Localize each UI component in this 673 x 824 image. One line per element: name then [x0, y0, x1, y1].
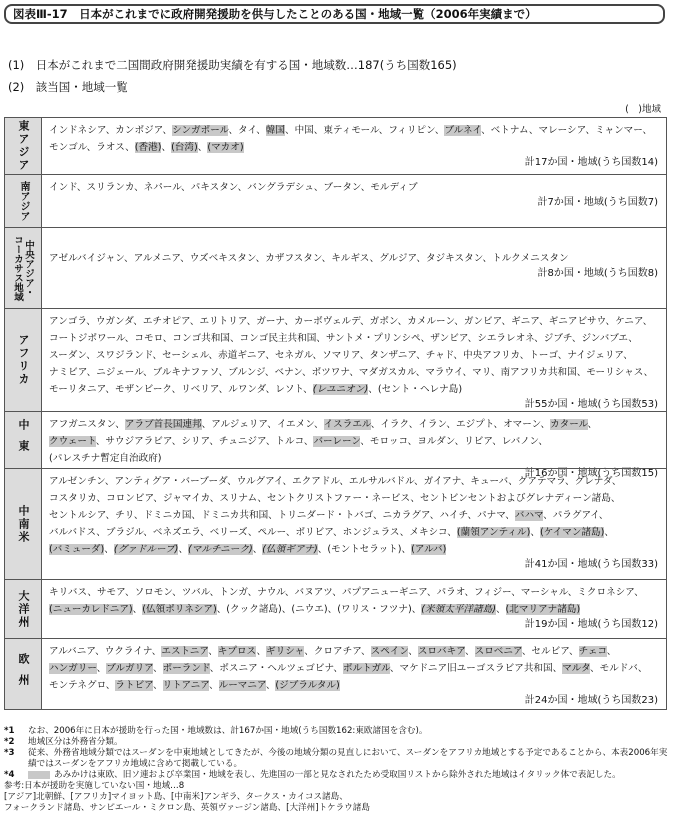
- region-total: 計41か国・地域(うち国数33): [524, 559, 658, 570]
- country-entry: アルバニア、: [49, 646, 105, 657]
- country-entry: ガイアナ、: [423, 476, 471, 487]
- country-entry: 、タイ、: [228, 125, 266, 136]
- country-entry: バハマ: [514, 510, 544, 521]
- country-entry: グアテマラ、: [517, 476, 575, 487]
- country-entry: シリア、: [181, 436, 219, 447]
- country-entry: (パレスチナ暫定自治政府): [49, 453, 162, 464]
- region-row-south-asia: [5, 174, 666, 227]
- country-entry: エストニア: [161, 646, 209, 657]
- country-entry: キプロス: [217, 646, 257, 657]
- country-entry: 南アフリカ共和国、: [500, 367, 587, 378]
- country-entry: ツバル、: [181, 587, 220, 598]
- region-label-line: 中央アジア・: [23, 239, 34, 297]
- region-total: 計17か国・地域(うち国数14): [524, 157, 658, 168]
- footnote: *1 なお、2006年に日本が援助を行った国・地域数は、計167か国・地域(うち国数162:東欧諸国を含む)。: [4, 726, 428, 736]
- country-entry: (香港): [134, 142, 162, 153]
- region-label: 大洋州: [5, 580, 42, 638]
- footnote: *2 地域区分は外務省分類。: [4, 737, 123, 747]
- country-entry: レバノン、: [501, 436, 548, 447]
- country-entry: ナウル、: [257, 587, 295, 598]
- country-entry: 、中国、: [284, 125, 324, 136]
- country-entry: バルバドス、: [49, 527, 106, 538]
- country-entry: レソト、: [275, 384, 313, 395]
- country-entry: ジンバブエ、: [581, 333, 638, 344]
- country-entry: アルメニア、: [133, 253, 190, 264]
- country-entry: セントクリストファー・ネービス、: [267, 493, 420, 504]
- country-entry: ブラジル、: [105, 527, 153, 538]
- country-entry: コートジボワール、: [49, 333, 135, 344]
- country-entry: ナイジェリア、: [567, 350, 633, 361]
- country-entry: アンティグア・バーブーダ、: [114, 476, 237, 487]
- region-total: 計24か国・地域(うち国数23): [524, 695, 658, 706]
- country-entry: クウェート: [49, 436, 96, 447]
- country-entry: ハンガリー: [49, 663, 97, 674]
- country-entry: 、: [153, 680, 163, 691]
- country-entry: (アルバ): [411, 544, 447, 555]
- country-entry: (台湾): [171, 142, 198, 153]
- country-entry: (レユニオン): [312, 384, 369, 395]
- country-list: [49, 473, 660, 558]
- region-total: 計19か国・地域(うち国数12): [524, 619, 658, 630]
- country-entry: トルクメニスタン: [492, 253, 569, 264]
- country-entry: ガボン、: [369, 316, 408, 327]
- country-entry: エジプト、: [455, 419, 504, 430]
- country-entry: ペルー、: [257, 527, 296, 538]
- country-entry: ナミビア、: [49, 367, 97, 378]
- region-label: 中南米: [5, 469, 42, 579]
- country-entry: ホンジュラス、: [342, 527, 410, 538]
- figure-title: 図表Ⅲ-17 日本がこれまでに政府開発援助を供与したことのある国・地域一覧（2006年実績まで）: [4, 4, 665, 24]
- region-row-central-asia: [5, 227, 666, 308]
- country-entry: リビア、: [464, 436, 502, 447]
- country-entry: ケニア、: [615, 316, 653, 327]
- country-entry: ジャマイカ、: [162, 493, 220, 504]
- country-entry: トーゴ、: [529, 350, 568, 361]
- reference-line: [アジア]北朝鮮、[アフリカ]マイヨット島、[中南米]アンギラ、タークス・カイコス諸島、: [4, 792, 348, 802]
- country-entry: シエラレオネ、: [477, 333, 544, 344]
- country-entry: シンガポール: [172, 125, 229, 136]
- country-entry: (ケイマン諸島): [539, 527, 605, 538]
- country-entry: 、: [252, 544, 263, 555]
- country-entry: キルギス、: [331, 253, 380, 264]
- country-entry: (ニウエ)、: [291, 604, 338, 615]
- country-entry: ポーランド: [162, 663, 210, 674]
- country-entry: バーレーン: [313, 436, 361, 447]
- list-heading: (2) 該当国・地域一覧: [8, 80, 128, 94]
- country-entry: 、セルビア、: [521, 646, 579, 657]
- region-row-latin-america: [5, 468, 666, 579]
- country-entry: ギニア、: [511, 316, 549, 327]
- country-entry: タンザニア、: [369, 350, 426, 361]
- country-entry: ニジェール、: [96, 367, 153, 378]
- country-entry: コモロ、: [134, 333, 173, 344]
- country-entry: セネガル、: [274, 350, 323, 361]
- country-entry: (ワリス・フツナ)、: [337, 604, 422, 615]
- country-entry: カーボヴェルデ、: [293, 316, 370, 327]
- country-entry: チュニジア、: [218, 436, 276, 447]
- region-label-line: コーカサス地域: [12, 234, 23, 302]
- country-entry: キューバ、: [470, 476, 518, 487]
- country-entry: 韓国: [265, 125, 285, 136]
- country-entry: ラオス、: [96, 142, 135, 153]
- country-entry: ブルガリア: [106, 663, 154, 674]
- country-entry: マリ、: [472, 367, 501, 378]
- region-row-oceania: [5, 579, 666, 638]
- country-entry: ベリーズ、: [209, 527, 258, 538]
- country-entry: (グァドループ): [113, 544, 179, 555]
- country-entry: 、パラグアイ、: [543, 510, 609, 521]
- country-entry: グレナダ、: [574, 476, 622, 487]
- country-entry: 、イラク、: [370, 419, 419, 430]
- region-label: 南アジア: [5, 175, 42, 227]
- country-entry: ブルンジ、: [228, 367, 275, 378]
- country-entry: エリトリア、: [199, 316, 257, 327]
- country-entry: 、ベトナム、: [481, 125, 539, 136]
- country-entry: (ジブラルタル): [275, 680, 340, 691]
- country-list: [49, 179, 660, 196]
- country-entry: スペイン: [370, 646, 409, 657]
- footnotes: [4, 726, 669, 814]
- country-entry: (マカオ): [207, 142, 244, 153]
- country-entry: ルワンダ、: [228, 384, 276, 395]
- country-entry: チリ、: [115, 510, 144, 521]
- country-entry: モンゴル、: [49, 142, 97, 153]
- country-entry: モーリタニア、: [49, 384, 116, 395]
- country-entry: マルタ: [562, 663, 591, 674]
- country-entry: スロベニア: [474, 646, 522, 657]
- country-entry: エクアドル、: [292, 476, 349, 487]
- country-entry: マーシャル、: [520, 587, 578, 598]
- shading-swatch: [28, 771, 50, 779]
- region-total: 計16か国・地域(うち国数15): [524, 468, 658, 479]
- region-total: 計7か国・地域(うち国数7): [537, 197, 658, 208]
- country-entry: ギニアビサウ、: [548, 316, 616, 327]
- country-entry: コロンビア、: [106, 493, 163, 504]
- country-entry: ジブチ、: [543, 333, 582, 344]
- country-entry: ウクライナ、: [104, 646, 162, 657]
- region-row-europe: [5, 638, 666, 709]
- country-entry: ハイチ、: [439, 510, 478, 521]
- country-entry: 、モルドバ、: [590, 663, 648, 674]
- country-entry: モルディブ: [370, 182, 418, 193]
- country-entry: エルサルバドル、: [348, 476, 424, 487]
- country-entry: (ニューカレドニア): [49, 604, 133, 615]
- country-entry: 中央アフリカ、: [463, 350, 530, 361]
- country-entry: カタール: [550, 419, 588, 430]
- country-entry: ラトビア: [115, 680, 153, 691]
- country-entry: (北マリアナ諸島): [505, 604, 581, 615]
- region-total: 計8か国・地域(うち国数8): [537, 268, 658, 279]
- country-list: [49, 416, 660, 467]
- country-entry: バヌアツ、: [294, 587, 342, 598]
- region-row-middle-east: [5, 411, 666, 479]
- country-entry: 、(クック諸島)、: [216, 604, 292, 615]
- country-entry: 東ティモール、: [323, 125, 389, 136]
- country-entry: 、: [465, 646, 475, 657]
- country-entry: 、: [256, 646, 267, 657]
- country-entry: 、: [606, 646, 617, 657]
- country-entry: セーシェル、: [162, 350, 219, 361]
- country-entry: ミクロネシア、: [577, 587, 644, 598]
- country-entry: ボツワナ、: [311, 367, 359, 378]
- country-entry: (仏領ギアナ): [262, 544, 318, 555]
- country-entry: インド、: [49, 182, 87, 193]
- country-entry: (マルチニーク): [188, 544, 253, 555]
- country-entry: フィリピン、: [388, 125, 445, 136]
- country-entry: キリバス、: [49, 587, 97, 598]
- country-entry: パプアニューギニア、: [341, 587, 437, 598]
- country-list: [49, 584, 660, 618]
- summary-line: (1) 日本がこれまで二国間政府開発援助実績を有する国・地域数…187(うち国数165): [8, 58, 457, 72]
- country-entry: ヨルダン、: [417, 436, 465, 447]
- country-entry: 、: [587, 419, 598, 430]
- country-entry: ベナン、: [274, 367, 312, 378]
- country-entry: 、: [265, 680, 276, 691]
- country-entry: 、(セント・ヘレナ島): [368, 384, 463, 395]
- reference-line: フォークランド諸島、サンピエール・ミクロン島、英領ヴァージン諸島、[大洋州]トケラウ諸島: [4, 803, 370, 813]
- region-total: 計55か国・地域(うち国数53): [524, 399, 658, 410]
- country-entry: 、: [178, 544, 189, 555]
- country-entry: 、: [408, 646, 418, 657]
- country-entry: ブルネイ: [444, 125, 482, 136]
- region-row-africa: [5, 308, 666, 411]
- country-entry: アルゼンチン、: [49, 476, 115, 487]
- country-entry: サモア、: [96, 587, 135, 598]
- country-entry: セントビンセントおよびグレナディーン諸島、: [419, 493, 621, 504]
- country-entry: ミャンマー、: [595, 125, 653, 136]
- country-entry: マレーシア、: [538, 125, 596, 136]
- country-entry: ボリビア、: [295, 527, 343, 538]
- country-entry: アラブ首長国連邦: [124, 419, 202, 430]
- country-entry: ガーナ、: [256, 316, 294, 327]
- country-entry: モーリシャス、: [586, 367, 654, 378]
- country-entry: モザンビーク、: [115, 384, 182, 395]
- country-entry: 、: [495, 604, 506, 615]
- footnote: *3 従来、外務省地域分類ではスーダンを中東地域としてきたが、今後の地域分類の見直しにおいて、スーダンをアフリカ地域とする予定であることから、本表2006年実績ではスーダンをアフリカ地域に含めて掲載している。: [4, 748, 668, 769]
- region-label: 東アジア: [5, 118, 42, 174]
- country-entry: リトアニア: [162, 680, 210, 691]
- country-entry: ニカラグア、: [382, 510, 440, 521]
- country-entry: イエメン、: [276, 419, 324, 430]
- country-entry: 、: [208, 646, 218, 657]
- country-entry: ブータン、: [323, 182, 371, 193]
- country-entry: ギリシャ: [266, 646, 305, 657]
- country-entry: 、サウジアラビア、: [95, 436, 182, 447]
- region-label: 欧州: [5, 639, 42, 709]
- country-entry: スロバキア: [417, 646, 466, 657]
- country-list: [49, 643, 660, 694]
- region-row-east-asia: [5, 118, 666, 174]
- country-entry: イラン、: [418, 419, 456, 430]
- country-entry: セントルシア、: [49, 510, 116, 521]
- country-entry: ウガンダ、: [95, 316, 143, 327]
- country-entry: 、: [104, 544, 114, 555]
- country-entry: トンガ、: [219, 587, 258, 598]
- country-entry: ブルキナファソ、: [152, 367, 229, 378]
- country-entry: スワジランド、: [95, 350, 163, 361]
- country-entry: トリニダード・トバゴ、: [277, 510, 383, 521]
- country-entry: 、: [209, 680, 219, 691]
- country-entry: ドミニカ共和国、: [201, 510, 278, 521]
- country-entry: グルジア、: [379, 253, 426, 264]
- region-label: アフリカ: [5, 309, 42, 411]
- country-entry: メキシコ、: [409, 527, 457, 538]
- country-entry: ザンビア、: [430, 333, 478, 344]
- country-entry: トルコ、: [275, 436, 314, 447]
- reference-line: 参考:日本が援助を実施していない国・地域…8: [4, 781, 185, 791]
- country-entry: コンゴ共和国、: [172, 333, 240, 344]
- country-entry: エチオピア、: [142, 316, 200, 327]
- country-entry: 、マケドニア旧ユーゴスラビア共和国、: [389, 663, 563, 674]
- country-entry: サントメ・プリンシペ、: [325, 333, 431, 344]
- country-entry: ポルトガル: [342, 663, 390, 674]
- country-entry: 、: [197, 142, 208, 153]
- country-entry: フィジー、: [474, 587, 521, 598]
- country-entry: ネパール、: [143, 182, 191, 193]
- country-entry: タジキスタン、: [425, 253, 493, 264]
- region-label: [5, 228, 42, 308]
- country-entry: (バミューダ): [49, 544, 105, 555]
- country-entry: ルーマニア: [218, 680, 266, 691]
- country-entry: カザフスタン、: [265, 253, 332, 264]
- legend-note: ( )地域: [625, 104, 661, 115]
- country-entry: チェコ: [578, 646, 607, 657]
- country-entry: (蘭領アンティル): [456, 527, 531, 538]
- country-entry: カンボジア、: [115, 125, 173, 136]
- country-entry: 、モロッコ、: [360, 436, 418, 447]
- country-list: [49, 313, 660, 398]
- country-entry: ベネズエラ、: [152, 527, 210, 538]
- country-entry: カメルーン、: [407, 316, 464, 327]
- country-list: [49, 250, 660, 267]
- country-entry: 、: [530, 527, 540, 538]
- footnote: *4 あみかけは東欧、旧ソ連および卒業国・地域を表し、先進国の一部と見なされたため受取国リストから除外された地域はイタリック体で表記した。: [4, 770, 621, 780]
- country-entry: アゼルバイジャン、: [49, 253, 134, 264]
- country-entry: 、: [132, 604, 143, 615]
- country-entry: リベリア、: [181, 384, 229, 395]
- country-entry: 、: [604, 527, 614, 538]
- country-entry: 、ボスニア・ヘルツェゴビナ、: [209, 663, 343, 674]
- country-entry: パラオ、: [436, 587, 475, 598]
- country-entry: コンゴ民主共和国、: [239, 333, 326, 344]
- country-entry: 、: [153, 663, 163, 674]
- country-entry: マラウイ、: [425, 367, 473, 378]
- country-entry: ウズベキスタン、: [189, 253, 266, 264]
- country-list: [49, 122, 660, 156]
- country-table: [4, 117, 667, 710]
- country-entry: 、アルジェリア、: [201, 419, 277, 430]
- country-entry: ドミニカ国、: [143, 510, 202, 521]
- country-entry: アンゴラ、: [49, 316, 96, 327]
- country-entry: オマーン、: [503, 419, 551, 430]
- country-entry: パキスタン、: [190, 182, 248, 193]
- country-entry: (米領太平洋諸島): [421, 604, 496, 615]
- country-entry: チャド、: [425, 350, 464, 361]
- country-entry: 、: [96, 663, 107, 674]
- country-entry: インドネシア、: [49, 125, 116, 136]
- country-entry: ウルグアイ、: [236, 476, 293, 487]
- country-entry: 、クロアチア、: [304, 646, 371, 657]
- country-entry: 、: [161, 142, 172, 153]
- country-entry: ガンビア、: [463, 316, 512, 327]
- country-entry: 赤道ギニア、: [218, 350, 275, 361]
- country-entry: イスラエル: [323, 419, 371, 430]
- country-entry: パナマ、: [477, 510, 515, 521]
- country-entry: スーダン、: [49, 350, 96, 361]
- country-entry: バングラデシュ、: [247, 182, 324, 193]
- country-entry: (仏領ポリネシア): [142, 604, 217, 615]
- country-entry: アフガニスタン、: [49, 419, 125, 430]
- region-label: 中東: [5, 412, 42, 468]
- country-entry: ソマリア、: [322, 350, 370, 361]
- country-entry: モンテネグロ、: [49, 680, 116, 691]
- country-entry: コスタリカ、: [49, 493, 107, 504]
- country-entry: スリランカ、: [86, 182, 144, 193]
- country-entry: マダガスカル、: [358, 367, 426, 378]
- country-entry: スリナム、: [219, 493, 267, 504]
- country-entry: ソロモン、: [134, 587, 182, 598]
- country-entry: 、(モントセラット)、: [317, 544, 412, 555]
